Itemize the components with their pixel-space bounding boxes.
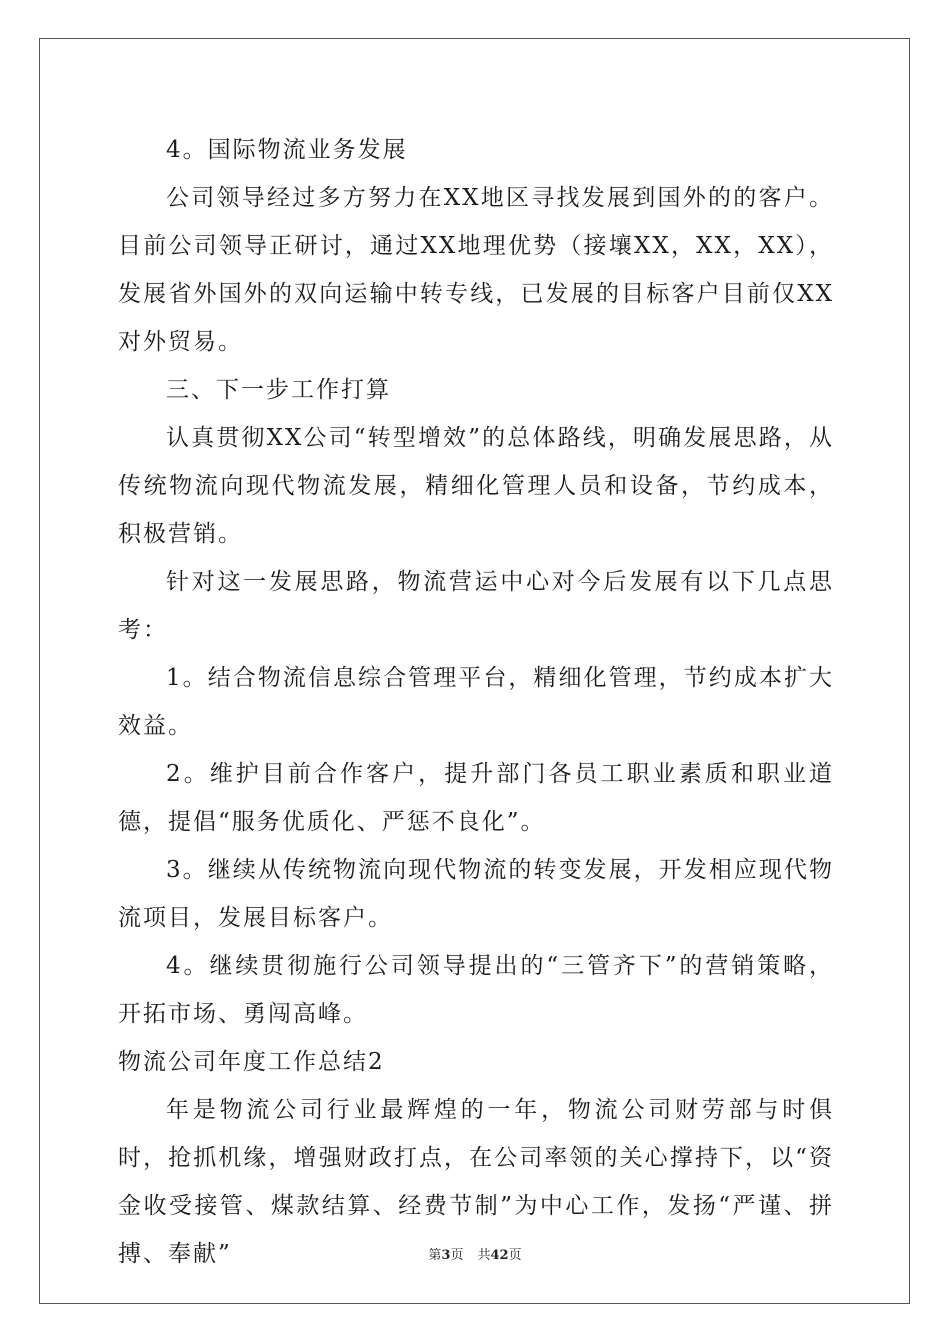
total-suffix: 页: [508, 1248, 522, 1263]
section-heading: 三、下一步工作打算: [166, 377, 391, 403]
paragraph-5: 年是物流公司行业最辉煌的一年，物流公司财劳部与时俱时，抢抓机缘，增强财政打点，在公司率领的关心撑持下，以“资金收受接管、煤款结算、经费节制”为中心工作，发扬“严谨、拼搏、奉献”: [118, 1097, 834, 1267]
paragraph-4: 针对这一发展思路，物流营运中心对今后发展有以下几点思考：: [118, 569, 834, 643]
list-item-3: 3。继续从传统物流向现代物流的转变发展，开发相应现代物流项目，发展目标客户。: [118, 857, 834, 931]
document-title: 物流公司年度工作总结2: [118, 1049, 385, 1075]
list-item-1: 1。结合物流信息综合管理平台，精细化管理，节约成本扩大效益。: [118, 665, 834, 739]
page-total: 42: [490, 1248, 509, 1263]
paragraph-3: 认真贯彻XX公司“转型增效”的总体路线，明确发展思路，从传统物流向现代物流发展，精细化管理人员和设备，节约成本，积极营销。: [118, 425, 834, 547]
page-prefix: 第: [428, 1248, 442, 1263]
document-body: [118, 126, 834, 1278]
paragraph-1: 4。国际物流业务发展: [166, 137, 408, 163]
page-footer: [0, 1244, 950, 1263]
paragraph-2: 公司领导经过多方努力在XX地区寻找发展到国外的的客户。目前公司领导正研讨，通过XX地理优势（接壤XX，XX，XX），发展省外国外的双向运输中转专线，已发展的目标客户目前仅XX对外贸易。: [118, 185, 834, 355]
total-prefix: 共: [477, 1248, 491, 1263]
list-item-4: 4。继续贯彻施行公司领导提出的“三管齐下”的营销策略，开拓市场、勇闯高峰。: [118, 953, 834, 1027]
list-item-2: 2。维护目前合作客户，提升部门各员工职业素质和职业道德，提倡“服务优质化、严惩不良化”。: [118, 761, 834, 835]
page-current: 3: [441, 1248, 451, 1263]
page-suffix: 页: [450, 1248, 464, 1263]
